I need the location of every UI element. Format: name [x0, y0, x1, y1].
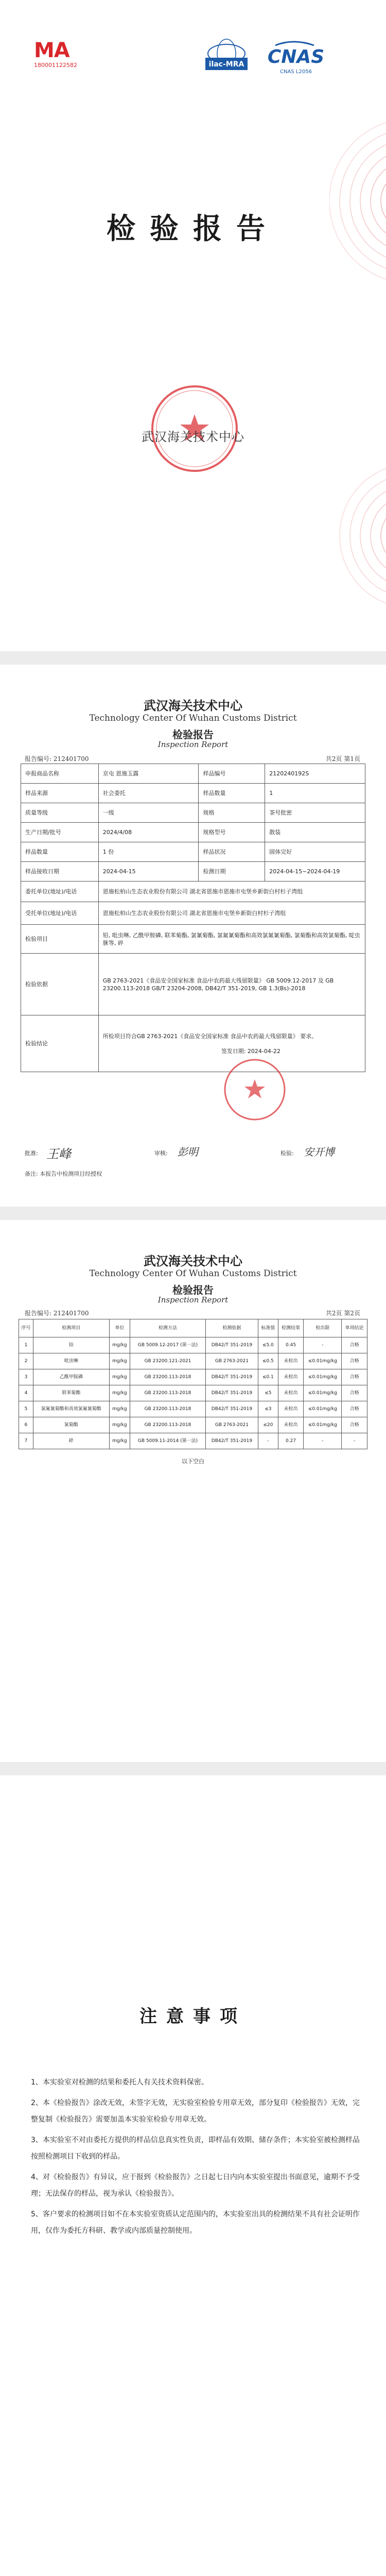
results-cell: GB 2763-2021	[205, 1417, 258, 1433]
results-row	[19, 1337, 367, 1353]
tester-signature: 安开博	[304, 1146, 335, 1158]
cover-page	[0, 0, 386, 651]
results-cell: GB 2763-2021	[205, 1353, 258, 1369]
results-cell: 氯菊酯	[33, 1417, 109, 1433]
results-cell: mg/kg	[109, 1417, 130, 1433]
field-value: 1	[265, 784, 365, 803]
reviewer-label: 审核:	[154, 1150, 168, 1157]
report-org-cn: 武汉海关技术中心	[144, 1253, 242, 1268]
results-cell: 碎	[33, 1433, 109, 1449]
producer-value: 恩施松柏山生态农业股份有限公司 湖北省恩施市屯堡乡新街白村杉子湾组	[98, 902, 365, 925]
results-cell: mg/kg	[109, 1433, 130, 1449]
results-cell: GB 23200.113-2018	[130, 1369, 206, 1385]
results-cell: ≤0.5	[258, 1353, 278, 1369]
results-row	[19, 1433, 367, 1449]
field-label: 质量等级	[21, 803, 99, 823]
results-cell: ≤3	[258, 1401, 278, 1417]
notes-item: 4、对《检验报告》有异议，应于报到《检验报告》之日起七日内向本实验室提出书面意见，逾期不予受理；无法保存的样品，视为承认《检验报告》。	[31, 2173, 360, 2198]
field-value: 一级	[98, 803, 199, 823]
field-value: 散装	[265, 823, 365, 842]
results-cell: GB 23200.113-2018	[130, 1385, 206, 1401]
results-cell: mg/kg	[109, 1353, 130, 1369]
results-header-cell: 标准值	[258, 1319, 278, 1337]
results-header-cell: 序号	[19, 1319, 33, 1337]
cma-number: 180001122582	[34, 62, 77, 69]
results-cell: 铅	[33, 1337, 109, 1353]
notes-page	[0, 1775, 386, 2576]
page-indicator: 共2页 第2页	[325, 1310, 360, 1317]
items-value: 铅, 吡虫啉, 乙酰甲胺磷, 联苯菊酯, 氯氰菊酯, 氯氟氰菊酯和高效氯氟氰菊酯, 氯菊酯和高效氯菊酯, 啶虫脒等, 碎	[98, 925, 365, 954]
ilac-label: ilac-MRA	[208, 60, 244, 69]
producer-label: 受托单位(地址)/电话	[21, 902, 99, 925]
field-value: 固体完好	[265, 842, 365, 862]
results-cell: 合格	[342, 1337, 367, 1353]
results-cell: GB 23200.121-2021	[130, 1353, 206, 1369]
field-value: 社会委托	[98, 784, 199, 803]
results-cell: mg/kg	[109, 1385, 130, 1401]
results-cell: ≤0.01mg/kg	[304, 1417, 342, 1433]
tester-label: 检验:	[280, 1150, 294, 1157]
results-cell: ≤0.01mg/kg	[304, 1369, 342, 1385]
conclusion-row	[21, 1015, 365, 1072]
results-cell: 未检出	[278, 1401, 304, 1417]
cover-organization: 武汉海关技术中心	[142, 430, 244, 444]
cnas-number: CNAS L2056	[280, 69, 312, 75]
report-number: 报告编号: 212401700	[25, 1310, 89, 1317]
field-label: 规格型号	[199, 823, 265, 842]
results-header-cell: 检测结果	[278, 1319, 304, 1337]
field-label: 检测日期	[199, 862, 265, 882]
results-cell: DB42/T 351-2019	[205, 1337, 258, 1353]
results-cell: 2	[19, 1353, 33, 1369]
basis-value: GB 2763-2021《食品安全国家标准 食品中农药最大残留限量》 GB 5009.12-2017 及 GB 23200.113-2018 GB/T 23204-2008, DB42/T 351-2019, GB 1.3(Bs)-2018	[98, 954, 365, 1015]
results-cell: 合格	[342, 1385, 367, 1401]
results-cell: 吡虫啉	[33, 1353, 109, 1369]
results-cell: 6	[19, 1417, 33, 1433]
results-header-cell: 单项结论	[342, 1319, 367, 1337]
results-cell: 合格	[342, 1401, 367, 1417]
field-label: 规格	[199, 803, 265, 823]
results-cell: 未检出	[278, 1385, 304, 1401]
report-org-en: Technology Center Of Wuhan Customs District	[89, 713, 297, 723]
report-title-cn: 检验报告	[172, 728, 214, 741]
field-label: 申报商品名称	[21, 764, 99, 784]
accreditation-logos	[203, 36, 353, 77]
report-info-page	[0, 665, 386, 1207]
results-cell: mg/kg	[109, 1401, 130, 1417]
results-cell: DB42/T 351-2019	[205, 1433, 258, 1449]
field-value: 2024/4/08	[98, 823, 199, 842]
page-indicator: 共2页 第1页	[325, 755, 360, 762]
results-header-cell: 检测项目	[33, 1319, 109, 1337]
field-label: 样品接收日期	[21, 862, 99, 882]
results-header-cell: 检测依据	[205, 1319, 258, 1337]
results-cell: DB42/T 351-2019	[205, 1401, 258, 1417]
results-row	[19, 1417, 367, 1433]
results-header-cell: 检出限	[304, 1319, 342, 1337]
conclusion-value: 所检项目符合GB 2763-2021《食品安全国家标准 食品中农药最大残留限量》 要求。	[102, 1032, 318, 1040]
results-cell: ≤0.01mg/kg	[304, 1385, 342, 1401]
results-cell: 1	[19, 1337, 33, 1353]
results-row	[19, 1401, 367, 1417]
client-row	[21, 882, 365, 902]
sample-info-table	[21, 764, 365, 1072]
notes-item: 3、本实验室不对由委托方提供的样品信息真实性负责，即样品有效期、储存条件；本实验室被检测样品按照检测项目下收到的样品。	[31, 2136, 360, 2161]
watermark-ripple-decoration	[329, 103, 386, 301]
results-cell: GB 23200.113-2018	[130, 1417, 206, 1433]
results-cell: 未检出	[278, 1369, 304, 1385]
results-cell: DB42/T 351-2019	[205, 1369, 258, 1385]
report-title-en: Inspection Report	[157, 1295, 229, 1304]
notes-title: 注意事项	[139, 2006, 247, 2027]
results-cell: 3	[19, 1369, 33, 1385]
results-table	[19, 1319, 367, 1449]
notes-item: 5、客户要求的检测项目如不在本实验室资质认定范围内的，本实验室出具的检测结果不具有社会证明作用，仅作为委托方科研、教学或内部质量控制使用。	[31, 2210, 360, 2235]
cma-certification-logo	[34, 40, 91, 69]
results-cell: mg/kg	[109, 1337, 130, 1353]
results-cell: 5	[19, 1401, 33, 1417]
client-value: 恩施松柏山生态农业股份有限公司 湖北省恩施市恩施市屯堡乡新街白村杉子湾组	[98, 882, 365, 902]
results-cell: ≤5.0	[258, 1337, 278, 1353]
results-row	[19, 1385, 367, 1401]
field-value: 茶号批密	[265, 803, 365, 823]
watermark-ripple-decoration-lower	[329, 453, 386, 620]
page-separator	[0, 1762, 386, 1775]
notes-list	[31, 2074, 360, 2243]
conclusion-label: 检验结论	[21, 1015, 99, 1072]
results-cell: 合格	[342, 1369, 367, 1385]
items-row	[21, 925, 365, 954]
results-header-cell: 检测方法	[130, 1319, 206, 1337]
basis-label: 检验依据	[21, 954, 99, 1015]
approver-label: 批准:	[25, 1150, 38, 1157]
info-row	[21, 803, 365, 823]
info-row	[21, 862, 365, 882]
results-row	[19, 1353, 367, 1369]
report-note: 备注: 本报告中检测项目经授权	[25, 1171, 102, 1177]
results-cell: 0.27	[278, 1433, 304, 1449]
results-cell: ≤0.1	[258, 1369, 278, 1385]
results-cell: -	[304, 1337, 342, 1353]
report-title-cn: 检验报告	[172, 1284, 214, 1296]
ilac-cnas-emblem	[203, 36, 353, 77]
results-cell: 未检出	[278, 1417, 304, 1433]
report-number: 报告编号: 212401700	[25, 755, 89, 762]
field-label: 生产日期/批号	[21, 823, 99, 842]
end-of-results: 以下空白	[182, 1458, 204, 1465]
field-value: 京屯 恩施玉露	[98, 764, 199, 784]
field-label: 样品编号	[199, 764, 265, 784]
results-cell: ≤0.01mg/kg	[304, 1401, 342, 1417]
cma-mark: MA	[34, 39, 69, 62]
basis-row	[21, 954, 365, 1015]
results-cell: 合格	[342, 1353, 367, 1369]
approver-signature: 王峰	[46, 1147, 71, 1161]
field-label: 样品来源	[21, 784, 99, 803]
results-row	[19, 1369, 367, 1385]
client-label: 委托单位(地址)/电话	[21, 882, 99, 902]
info-row	[21, 823, 365, 842]
info-row	[21, 764, 365, 784]
inspection-seal-stamp	[221, 1056, 288, 1125]
producer-row	[21, 902, 365, 925]
items-label: 检验项目	[21, 925, 99, 954]
results-cell: 0.45	[278, 1337, 304, 1353]
cnas-label: CNAS	[267, 46, 325, 67]
results-header-cell: 单位	[109, 1319, 130, 1337]
results-cell: mg/kg	[109, 1369, 130, 1385]
notes-item: 2、本《检验报告》涂改无效，未签字无效，无实验室检验专用章无效，部分复印《检验报告》无效，完整复制《检验报告》需要加盖本实验室检验专用章无效。	[31, 2099, 360, 2124]
results-cell: GB 5009.12-2017 (第一法)	[130, 1337, 206, 1353]
results-cell: 7	[19, 1433, 33, 1449]
field-value: 2024-04-15~2024-04-19	[265, 862, 365, 882]
cover-title: 检验报告	[107, 212, 279, 246]
report-title-en: Inspection Report	[157, 740, 229, 749]
page-separator	[0, 1207, 386, 1220]
issue-date: 签发日期: 2024-04-22	[221, 1047, 280, 1055]
field-value: 2120240192S	[265, 764, 365, 784]
results-cell: 合格	[342, 1417, 367, 1433]
field-value: 2024-04-15	[98, 862, 199, 882]
field-label: 样品数量	[199, 784, 265, 803]
results-cell: GB 23200.113-2018	[130, 1401, 206, 1417]
results-cell: 氯氟氰菊酯和高效氯氟氰菊酯	[33, 1401, 109, 1417]
page-separator	[0, 651, 386, 665]
info-row	[21, 784, 365, 803]
notes-item: 1、本实验室对检测的结果和委托人有关技术资料保密。	[31, 2078, 208, 2087]
reviewer-signature: 彭明	[178, 1146, 198, 1158]
results-cell: DB42/T 351-2019	[205, 1385, 258, 1401]
results-cell: 未检出	[278, 1353, 304, 1369]
results-cell: -	[342, 1433, 367, 1449]
results-page	[0, 1220, 386, 1762]
results-header-row	[19, 1319, 367, 1337]
results-cell: 4	[19, 1385, 33, 1401]
field-label: 样品状况	[199, 842, 265, 862]
results-cell: ≤0.01mg/kg	[304, 1353, 342, 1369]
results-cell: -	[258, 1433, 278, 1449]
results-cell: ≤5	[258, 1385, 278, 1401]
results-cell: 乙酰甲胺磷	[33, 1369, 109, 1385]
report-org-en: Technology Center Of Wuhan Customs District	[89, 1268, 297, 1279]
results-cell: -	[304, 1433, 342, 1449]
field-value: 1 份	[98, 842, 199, 862]
results-cell: ≤20	[258, 1417, 278, 1433]
report-org-cn: 武汉海关技术中心	[144, 698, 242, 713]
info-row	[21, 842, 365, 862]
results-cell: 联苯菊酯	[33, 1385, 109, 1401]
field-label: 样品数量	[21, 842, 99, 862]
results-cell: GB 5009.11-2014 (第一法)	[130, 1433, 206, 1449]
